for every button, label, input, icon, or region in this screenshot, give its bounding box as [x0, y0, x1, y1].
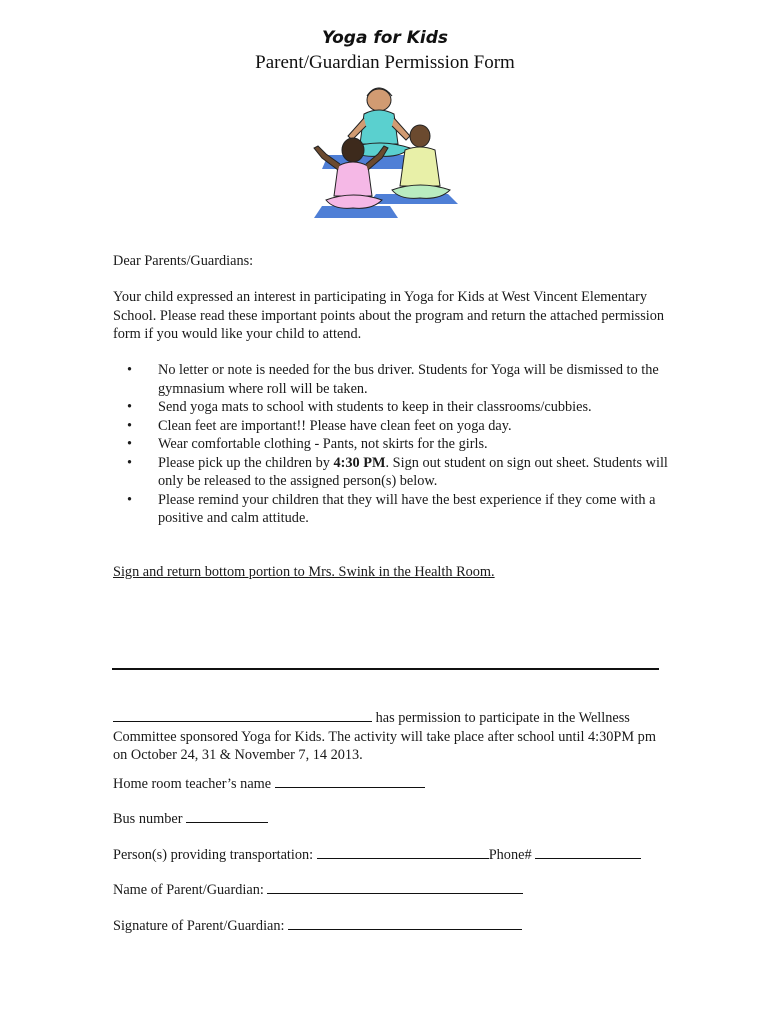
bullet-icon: • — [127, 362, 133, 378]
bullet-icon: • — [127, 454, 133, 471]
bus-row — [113, 809, 268, 828]
bus-number-field[interactable] — [186, 809, 268, 823]
teacher-name-field[interactable] — [275, 774, 425, 788]
bullet-text: Wear comfortable clothing - Pants, not skirts for the girls. — [158, 436, 488, 452]
cut-line-divider — [112, 668, 659, 670]
teacher-row — [113, 774, 425, 793]
phone-field[interactable] — [535, 845, 641, 859]
bullet-text: Clean feet are important!! Please have clean feet on yoga day. — [158, 417, 512, 434]
parent-name-label: Name of Parent/Guardian: — [113, 882, 268, 898]
transport-label: Person(s) providing transportation: — [113, 847, 317, 863]
bullet-icon: • — [127, 399, 133, 415]
permission-text: has permission to participate in the Wellness Committee sponsored Yoga for Kids. The activity will take place after school until 4:30PM pm on October 24, 31 & November 7, 14 2013. — [113, 710, 656, 763]
permission-statement — [113, 708, 673, 765]
letter-salutation: Dear Parents/Guardians: — [113, 253, 254, 269]
child-name-field[interactable] — [113, 708, 372, 722]
list-item — [113, 491, 673, 528]
list-item — [113, 361, 673, 398]
bullet-icon: • — [127, 436, 133, 452]
bullet-icon: • — [127, 417, 133, 434]
list-item — [113, 454, 673, 491]
signature-row — [113, 916, 522, 935]
bullet-text: Please remind your children that they will have the best experience if they come with a positive and calm attitude. — [158, 491, 656, 526]
form-title: Yoga for Kids — [321, 28, 449, 48]
signature-field[interactable] — [288, 916, 522, 930]
bullet-text: Send yoga mats to school with students to keep in their classrooms/cubbies. — [158, 399, 592, 415]
form-subtitle: Parent/Guardian Permission Form — [255, 52, 515, 73]
kids-yoga-illustration-icon — [300, 78, 465, 220]
list-item — [113, 398, 673, 417]
bullet-text: No letter or note is needed for the bus driver. Students for Yoga will be dismissed to the gymnasium where roll will be taken. — [158, 362, 659, 397]
list-item — [113, 417, 673, 436]
program-points-list — [113, 361, 673, 528]
pickup-time: 4:30 PM — [333, 454, 386, 471]
return-instruction: Sign and return bottom portion to Mrs. Swink in the Health Room. — [113, 564, 495, 580]
transport-row — [113, 845, 641, 864]
list-item — [113, 435, 673, 454]
letter-intro: Your child expressed an interest in participating in Yoga for Kids at West Vincent Elementary School. Please read these important points about the program and return the attached permission form if you would like your child to attend. — [113, 289, 665, 342]
bullet-icon: • — [127, 491, 133, 508]
bus-label: Bus number — [113, 811, 187, 827]
bullet-text-continued: . Sign out student on sign out sheet. Students will only be released to the assigned person(s) below. — [158, 454, 668, 489]
parent-name-row — [113, 880, 523, 899]
parent-name-field[interactable] — [267, 880, 523, 894]
transport-person-field[interactable] — [317, 845, 489, 859]
signature-label: Signature of Parent/Guardian: — [113, 918, 289, 934]
teacher-label: Home room teacher’s name — [113, 776, 275, 792]
phone-label: Phone# — [488, 847, 536, 863]
bullet-text: Please pick up the children by — [158, 454, 334, 471]
